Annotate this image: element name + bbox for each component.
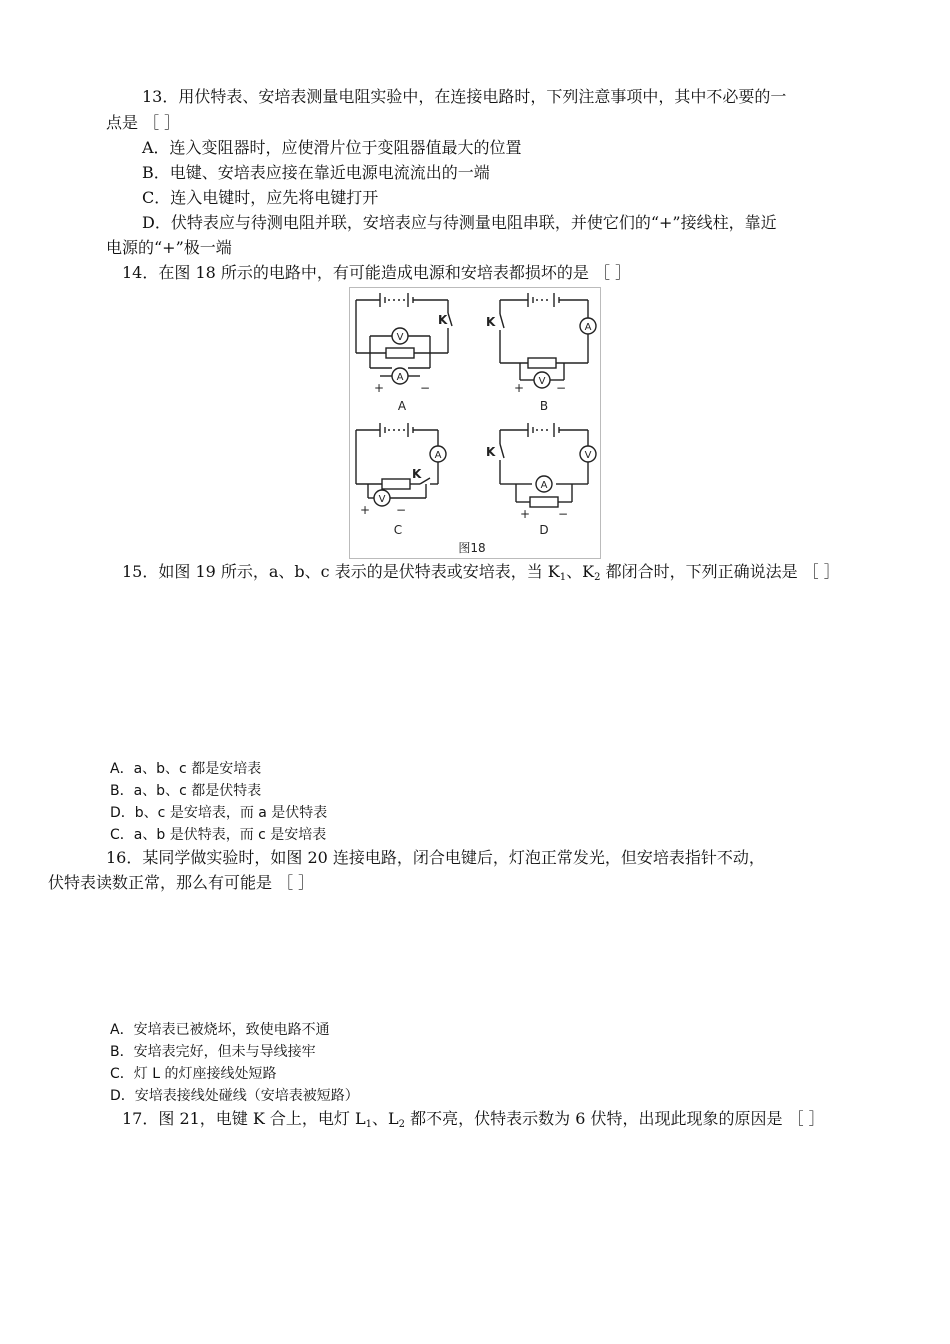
circuit-c-label: C [393, 523, 403, 537]
q17-stem [122, 1107, 825, 1137]
q16-stem-line2: 伏特表读数正常，那么有可能是 ［ ］ [48, 873, 315, 892]
q13-stem-line2: 点是 ［ ］ [106, 113, 181, 132]
q15-option-b: B．a、b、c 都是伏特表 [110, 783, 262, 799]
circuit-d-switch-label: K [486, 445, 496, 459]
circuit-b-voltmeter-label: V [538, 376, 546, 387]
circuit-b-switch-label: K [486, 315, 496, 329]
circuit-b-label: B [539, 399, 549, 413]
q15-sub2: 2 [594, 572, 601, 583]
q16-stem-line1: 16．某同学做实验时，如图 20 连接电路，闭合电键后，灯泡正常发光，但安培表指针不动， [106, 848, 765, 867]
circuit-a-minus: − [420, 381, 431, 395]
circuit-c-voltmeter-label: V [378, 494, 386, 505]
q15-stem-pre: 15．如图 19 所示，a、b、c 表示的是伏特表或安培表，当 K [122, 562, 560, 581]
q14-stem: 14．在图 18 所示的电路中，有可能造成电源和安培表都损坏的是 ［ ］ [122, 263, 632, 282]
circuit-c-switch-label: K [412, 467, 422, 481]
q17-sep: 、L [372, 1109, 399, 1128]
circuit-d-label: D [539, 523, 549, 537]
circuit-b [500, 293, 596, 388]
circuit-d-plus: + [520, 507, 531, 521]
circuit-d [500, 423, 596, 507]
figure-18 [349, 287, 601, 559]
q16-option-d: D．安培表接线处碰线（安培表被短路） [110, 1088, 359, 1104]
q15-sep: 、K [566, 562, 595, 581]
q17-sub2: 2 [398, 1119, 406, 1130]
q15-stem [122, 560, 840, 590]
q15-sub1: 1 [559, 572, 567, 583]
q13-option-d: D．伏特表应与待测电阻并联，安培表应与待测量电阻串联，并使它们的“+”接线柱，靠近 [142, 213, 777, 232]
q16-option-b: B．安培表完好，但未与导线接牢 [110, 1044, 316, 1060]
q17-stem-pre: 17．图 21，电键 K 合上，电灯 L [122, 1109, 366, 1128]
q13-option-d-cont: 电源的“+”极一端 [106, 238, 232, 257]
circuit-b-plus: + [514, 381, 525, 395]
circuit-c-minus: − [396, 503, 407, 517]
q15-stem-post: 都闭合时，下列正确说法是 ［ ］ [600, 562, 840, 581]
circuit-a-plus: + [374, 381, 385, 395]
q13-stem-line1: 13．用伏特表、安培表测量电阻实验中，在连接电路时，下列注意事项中，其中不必要的一 [142, 87, 787, 106]
circuit-c-plus: + [360, 503, 371, 517]
q13-option-a: A．连入变阻器时，应使滑片位于变阻器值最大的位置 [142, 138, 522, 157]
q16-option-c: C．灯 L 的灯座接线处短路 [110, 1066, 277, 1082]
figure-18-caption: 图18 [458, 541, 486, 555]
q13-option-b: B．电键、安培表应接在靠近电源电流流出的一端 [142, 163, 490, 182]
circuit-d-minus: − [558, 507, 569, 521]
figure-18-circuits [350, 288, 600, 558]
circuit-b-minus: − [556, 381, 567, 395]
circuit-c-ammeter-label: A [434, 450, 442, 461]
q13-option-c: C．连入电键时，应先将电键打开 [142, 188, 379, 207]
q15-option-c: C．a、b 是伏特表，而 c 是安培表 [110, 827, 327, 843]
q16-option-a: A．安培表已被烧坏，致使电路不通 [110, 1022, 330, 1038]
circuit-b-ammeter-label: A [584, 322, 592, 333]
circuit-c [356, 423, 446, 506]
q17-stem-post: 都不亮，伏特表示数为 6 伏特，出现此现象的原因是 ［ ］ [405, 1109, 825, 1128]
circuit-d-ammeter-label: A [540, 480, 548, 491]
circuit-a-label: A [397, 399, 407, 413]
circuit-a-ammeter-label: A [396, 372, 404, 383]
q15-option-a: A．a、b、c 都是安培表 [110, 761, 262, 777]
circuit-d-voltmeter-label: V [584, 450, 592, 461]
q15-option-d: D．b、c 是安培表，而 a 是伏特表 [110, 805, 328, 821]
circuit-a-voltmeter-label: V [396, 332, 404, 343]
q17-sub1: 1 [365, 1119, 373, 1130]
circuit-a-switch-label: K [438, 313, 448, 327]
circuit-a [356, 293, 452, 384]
